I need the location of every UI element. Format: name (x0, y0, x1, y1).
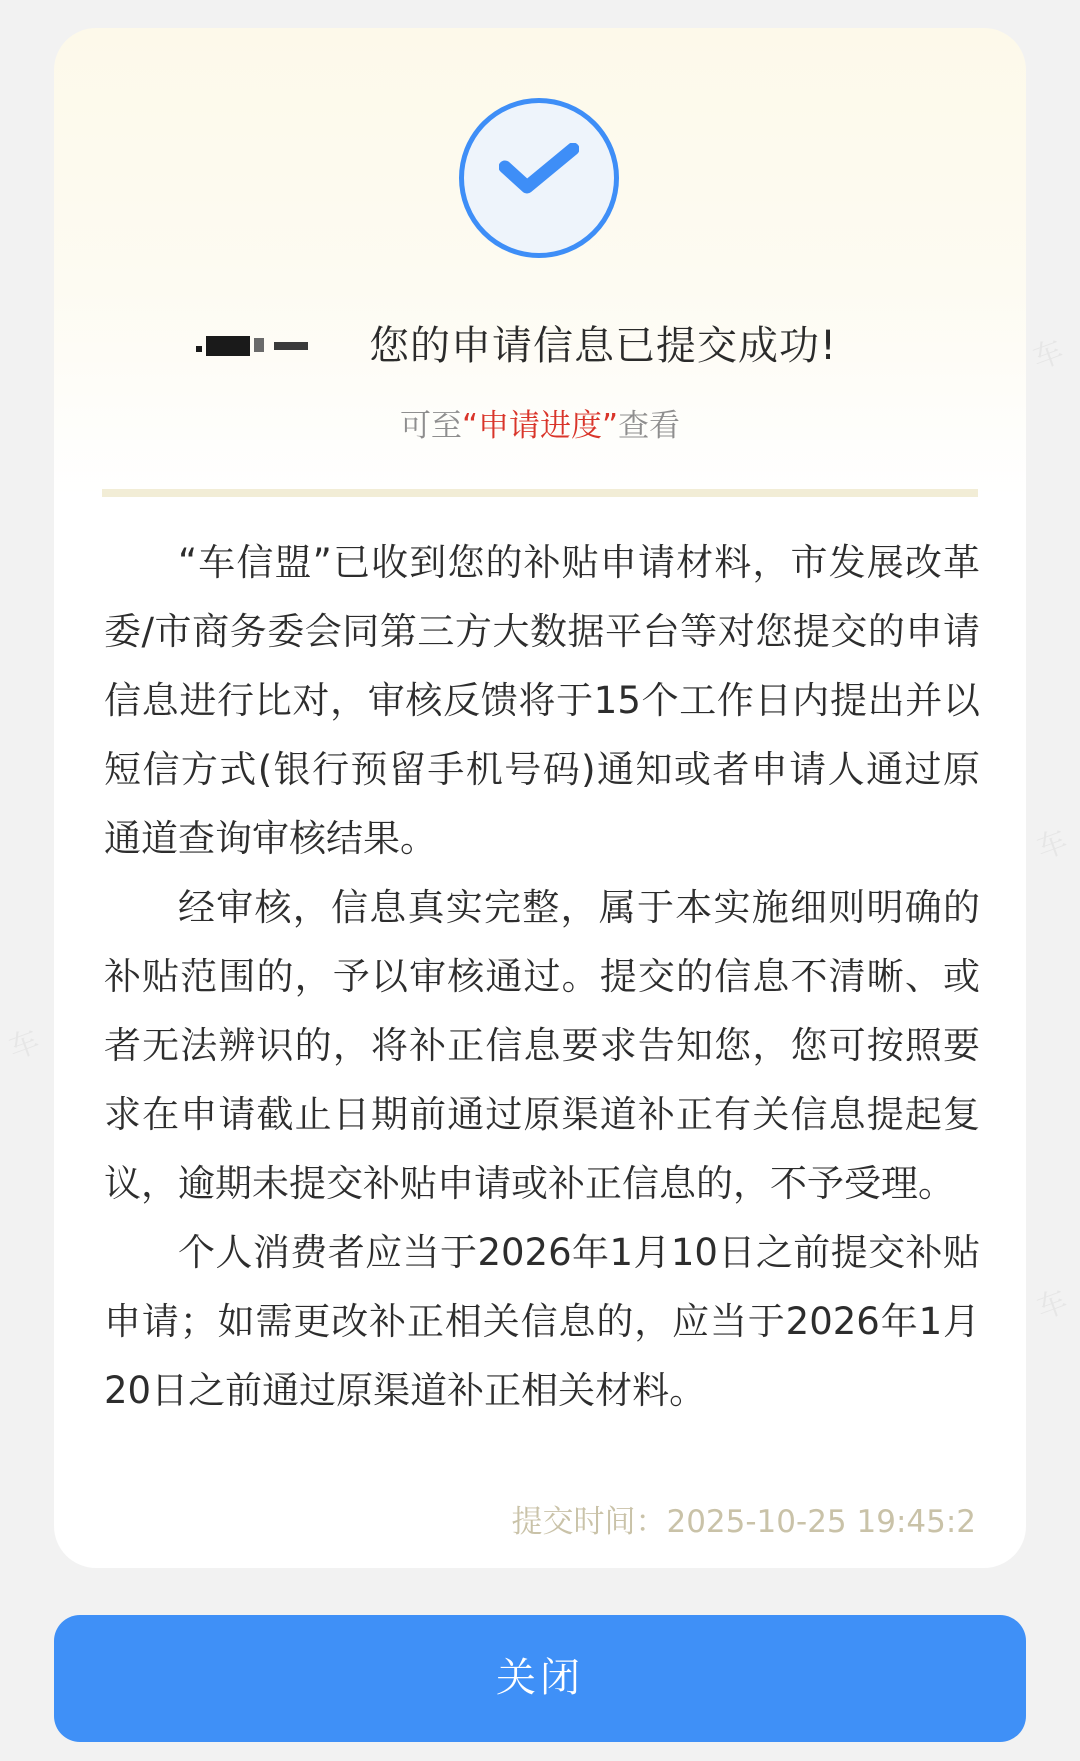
close-button[interactable]: 关闭 (54, 1615, 1026, 1742)
dialog-title: 您的申请信息已提交成功! (369, 323, 838, 369)
notice-paragraph: “车信盟”已收到您的补贴申请材料，市发展改革委/市商务委会同第三方大数据平台等对您提交的申请信息进行比对，审核反馈将于15个工作日内提出并以短信方式(银行预留手机号码)通知或者申请人通过原通道查询审核结果。 (104, 541, 980, 860)
notice-paragraph: 个人消费者应当于2026年1月10日之前提交补贴申请；如需更改补正相关信息的，应当于2026年1月20日之前通过原渠道补正相关材料。 (104, 1231, 980, 1412)
divider (102, 489, 978, 497)
watermark: 车 (4, 1023, 45, 1067)
watermark: 车 (1032, 823, 1073, 867)
progress-hint-suffix: 查看 (618, 408, 681, 444)
notice-paragraph: 经审核，信息真实完整，属于本实施细则明确的补贴范围的，予以审核通过。提交的信息不清晰、或者无法辨识的，将补正信息要求告知您，您可按照要求在申请截止日期前通过原渠道补正有关信息提起复议，逾期未提交补贴申请或补正信息的，不予受理。 (104, 886, 980, 1205)
notice-body (104, 528, 980, 1425)
watermark: 车 (1028, 333, 1069, 377)
progress-hint-prefix: 可至 (399, 408, 462, 444)
submit-time: 提交时间：2025-10-25 19:45:2 (511, 1504, 976, 1540)
redacted-name (194, 332, 332, 354)
watermark: 车 (1032, 1283, 1073, 1327)
check-circle-icon (459, 98, 619, 258)
title-row (54, 310, 1026, 370)
checkmark-icon (499, 143, 579, 203)
application-progress-link[interactable]: “申请进度” (461, 408, 619, 444)
success-dialog (54, 28, 1026, 1568)
progress-hint (54, 400, 1026, 445)
